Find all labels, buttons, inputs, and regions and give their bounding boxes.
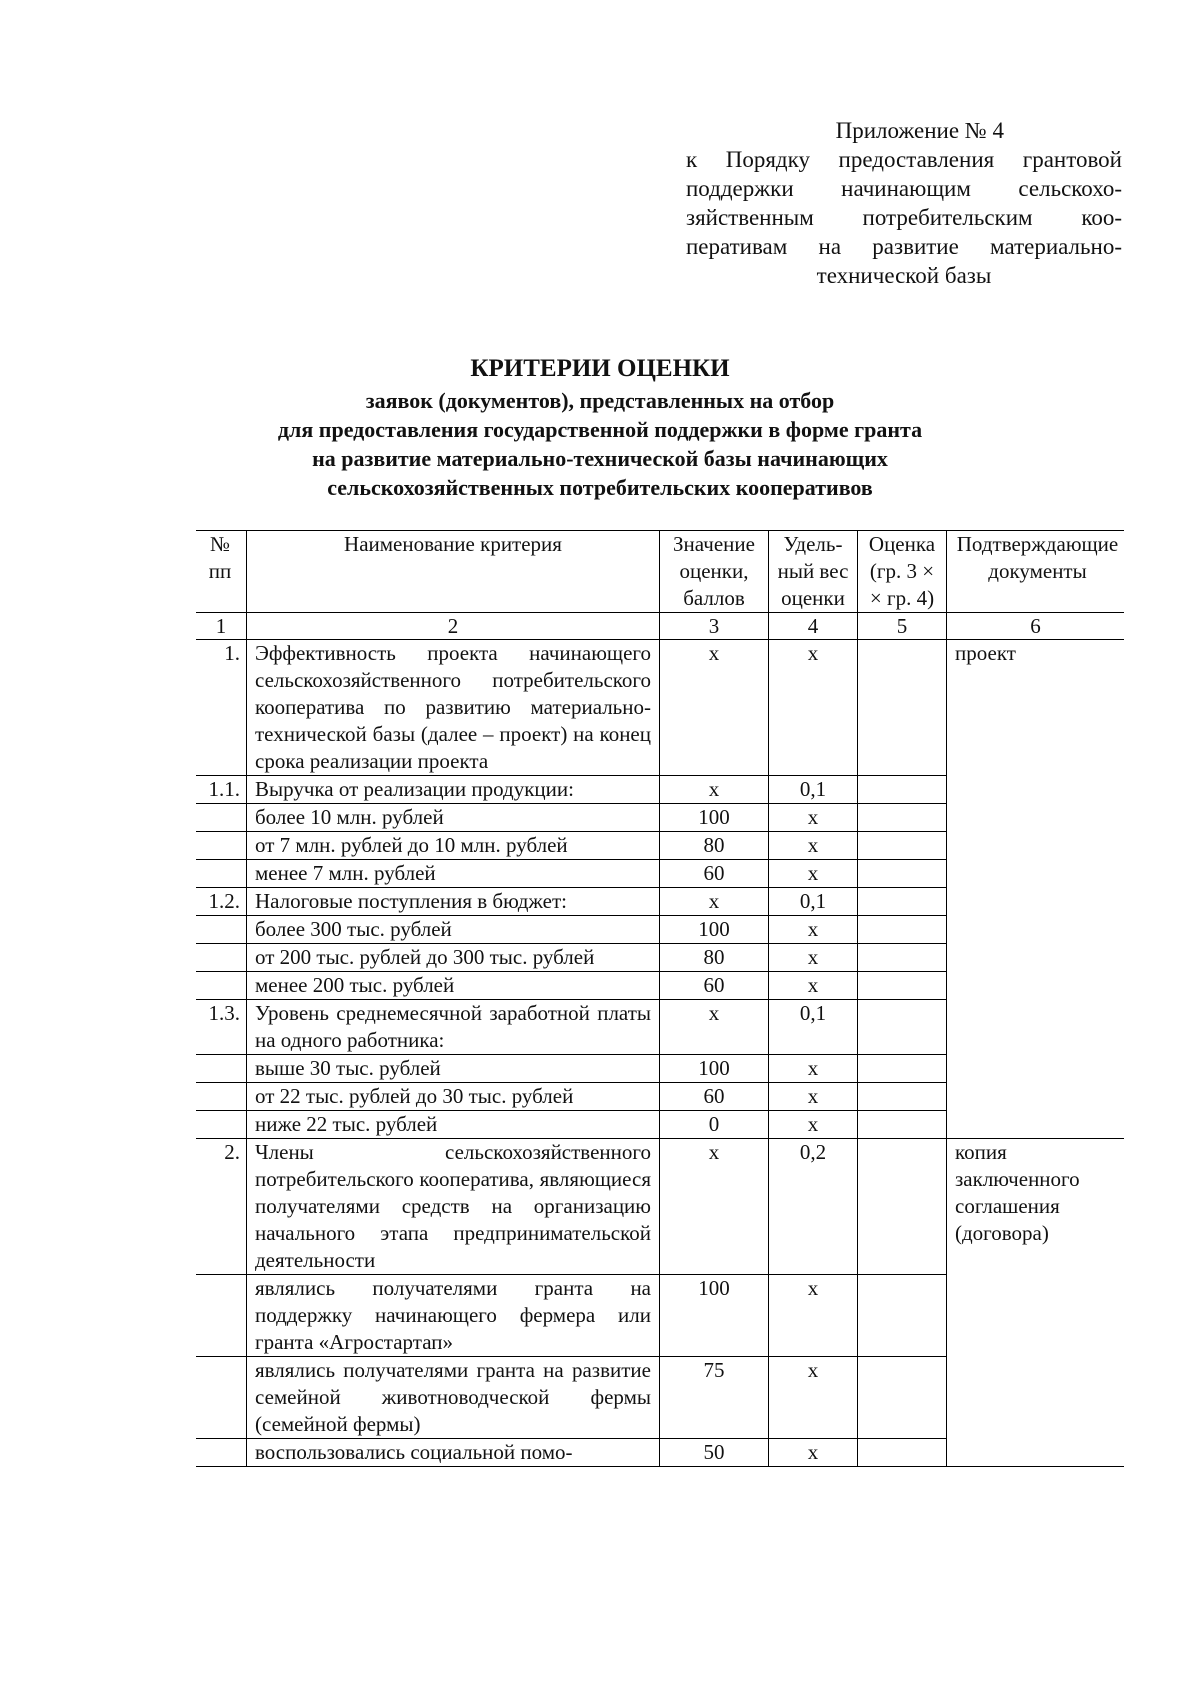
criteria-table xyxy=(196,530,1124,1467)
row-score xyxy=(858,776,947,804)
row-value: 100 xyxy=(660,1275,769,1357)
row-number xyxy=(196,972,247,1000)
row-value: х xyxy=(660,1139,769,1275)
header-value: Значение оценки, баллов xyxy=(660,531,769,613)
row-score xyxy=(858,832,947,860)
row-number xyxy=(196,860,247,888)
column-number: 4 xyxy=(769,613,858,640)
row-weight: х xyxy=(769,1083,858,1111)
row-value: 50 xyxy=(660,1439,769,1467)
row-value: 60 xyxy=(660,972,769,1000)
row-number xyxy=(196,832,247,860)
title-line: сельскохозяйственных потребительских кооперативов xyxy=(327,475,873,500)
row-criterion: Налоговые поступления в бюджет: xyxy=(247,888,660,916)
header-docs: Подтверждающие документы xyxy=(947,531,1125,613)
row-weight: х xyxy=(769,832,858,860)
appendix-title: Приложение № 4 xyxy=(835,118,1004,143)
appendix-line: зяйственным потребительским коо- xyxy=(686,205,1122,230)
row-weight: х xyxy=(769,860,858,888)
row-weight: х xyxy=(769,944,858,972)
row-criterion: более 300 тыс. рублей xyxy=(247,916,660,944)
appendix-line: перативам на развитие материально- xyxy=(686,234,1122,259)
row-docs: копия заключенного соглашения (договора) xyxy=(947,1139,1125,1467)
row-docs: проект xyxy=(947,640,1125,1139)
title-main: КРИТЕРИИ ОЦЕНКИ xyxy=(470,355,730,382)
row-criterion: Эффективность проекта начинающего сельскохозяйственного потребительского кооператива по развитию материально-технической базы (далее – проект) на конец срока реализации проекта xyxy=(247,640,660,776)
title-line: для предоставления государственной поддержки в форме гранта xyxy=(277,417,923,442)
row-number: 1.2. xyxy=(196,888,247,916)
row-weight: 0,1 xyxy=(769,888,858,916)
row-weight: х xyxy=(769,640,858,776)
row-weight: х xyxy=(769,1357,858,1439)
appendix-line: к Порядку предоставления грантовой xyxy=(686,147,1122,172)
row-weight: 0,2 xyxy=(769,1139,858,1275)
row-number xyxy=(196,1111,247,1139)
row-value: 80 xyxy=(660,944,769,972)
row-criterion: менее 200 тыс. рублей xyxy=(247,972,660,1000)
row-number xyxy=(196,1083,247,1111)
row-score xyxy=(858,1439,947,1467)
row-score xyxy=(858,640,947,776)
row-number xyxy=(196,1055,247,1083)
row-value: 80 xyxy=(660,832,769,860)
appendix-line: технической базы xyxy=(816,263,992,288)
row-criterion: Выручка от реализации продукции: xyxy=(247,776,660,804)
column-number: 1 xyxy=(196,613,247,640)
row-value: 100 xyxy=(660,1055,769,1083)
row-value: х xyxy=(660,888,769,916)
row-score xyxy=(858,1139,947,1275)
row-value: 0 xyxy=(660,1111,769,1139)
row-score xyxy=(858,1275,947,1357)
row-number xyxy=(196,1275,247,1357)
column-numbers-row xyxy=(196,613,1124,640)
row-weight: х xyxy=(769,1275,858,1357)
row-value: 100 xyxy=(660,804,769,832)
title-line: заявок (документов), представленных на отбор xyxy=(365,388,835,413)
row-criterion: от 7 млн. рублей до 10 млн. рублей xyxy=(247,832,660,860)
row-criterion: выше 30 тыс. рублей xyxy=(247,1055,660,1083)
row-score xyxy=(858,888,947,916)
row-weight: х xyxy=(769,1055,858,1083)
column-number: 3 xyxy=(660,613,769,640)
row-criterion: ниже 22 тыс. рублей xyxy=(247,1111,660,1139)
row-weight: х xyxy=(769,972,858,1000)
column-number: 2 xyxy=(247,613,660,640)
row-criterion: менее 7 млн. рублей xyxy=(247,860,660,888)
row-score xyxy=(858,860,947,888)
row-score xyxy=(858,1055,947,1083)
row-criterion: более 10 млн. рублей xyxy=(247,804,660,832)
header-criterion: Наименование критерия xyxy=(247,531,660,613)
row-criterion: Члены сельскохозяйственного потребительского кооператива, являющиеся получателями средств на организацию начального этапа предпринимательской деятельности xyxy=(247,1139,660,1275)
row-criterion: являлись получателями гранта на поддержку начинающего фермера или гранта «Агростартап» xyxy=(247,1275,660,1357)
row-value: 60 xyxy=(660,1083,769,1111)
table-row xyxy=(196,640,1124,776)
row-score xyxy=(858,972,947,1000)
appendix-line: поддержки начинающим сельскохо- xyxy=(686,176,1122,201)
column-number: 6 xyxy=(947,613,1125,640)
row-weight: 0,1 xyxy=(769,776,858,804)
row-weight: х xyxy=(769,1111,858,1139)
row-value: х xyxy=(660,776,769,804)
row-value: х xyxy=(660,1000,769,1055)
header-score: Оценка (гр. 3 × × гр. 4) xyxy=(858,531,947,613)
row-value: х xyxy=(660,640,769,776)
table-row xyxy=(196,1139,1124,1275)
row-criterion: от 200 тыс. рублей до 300 тыс. рублей xyxy=(247,944,660,972)
row-score xyxy=(858,804,947,832)
document-title xyxy=(0,352,1200,502)
row-weight: х xyxy=(769,1439,858,1467)
column-number: 5 xyxy=(858,613,947,640)
table-header-row xyxy=(196,531,1124,613)
row-score xyxy=(858,1083,947,1111)
row-value: 75 xyxy=(660,1357,769,1439)
row-number xyxy=(196,804,247,832)
row-number: 1. xyxy=(196,640,247,776)
row-score xyxy=(858,1357,947,1439)
row-score xyxy=(858,1000,947,1055)
row-number xyxy=(196,916,247,944)
row-score xyxy=(858,1111,947,1139)
row-score xyxy=(858,944,947,972)
row-weight: 0,1 xyxy=(769,1000,858,1055)
row-value: 100 xyxy=(660,916,769,944)
header-weight: Удель-ный вес оценки xyxy=(769,531,858,613)
row-criterion: воспользовались социальной помо- xyxy=(247,1439,660,1467)
row-weight: х xyxy=(769,916,858,944)
title-line: на развитие материально-технической базы начинающих xyxy=(312,446,888,471)
row-number: 1.1. xyxy=(196,776,247,804)
row-value: 60 xyxy=(660,860,769,888)
row-criterion: от 22 тыс. рублей до 30 тыс. рублей xyxy=(247,1083,660,1111)
row-weight: х xyxy=(769,804,858,832)
row-number xyxy=(196,1357,247,1439)
appendix-note xyxy=(686,116,1122,290)
row-number: 1.3. xyxy=(196,1000,247,1055)
row-criterion: являлись получателями гранта на развитие семейной животноводческой фермы (семейной фермы) xyxy=(247,1357,660,1439)
row-criterion: Уровень среднемесячной заработной платы на одного работника: xyxy=(247,1000,660,1055)
row-number xyxy=(196,944,247,972)
row-number: 2. xyxy=(196,1139,247,1275)
header-number: № пп xyxy=(196,531,247,613)
row-score xyxy=(858,916,947,944)
row-number xyxy=(196,1439,247,1467)
